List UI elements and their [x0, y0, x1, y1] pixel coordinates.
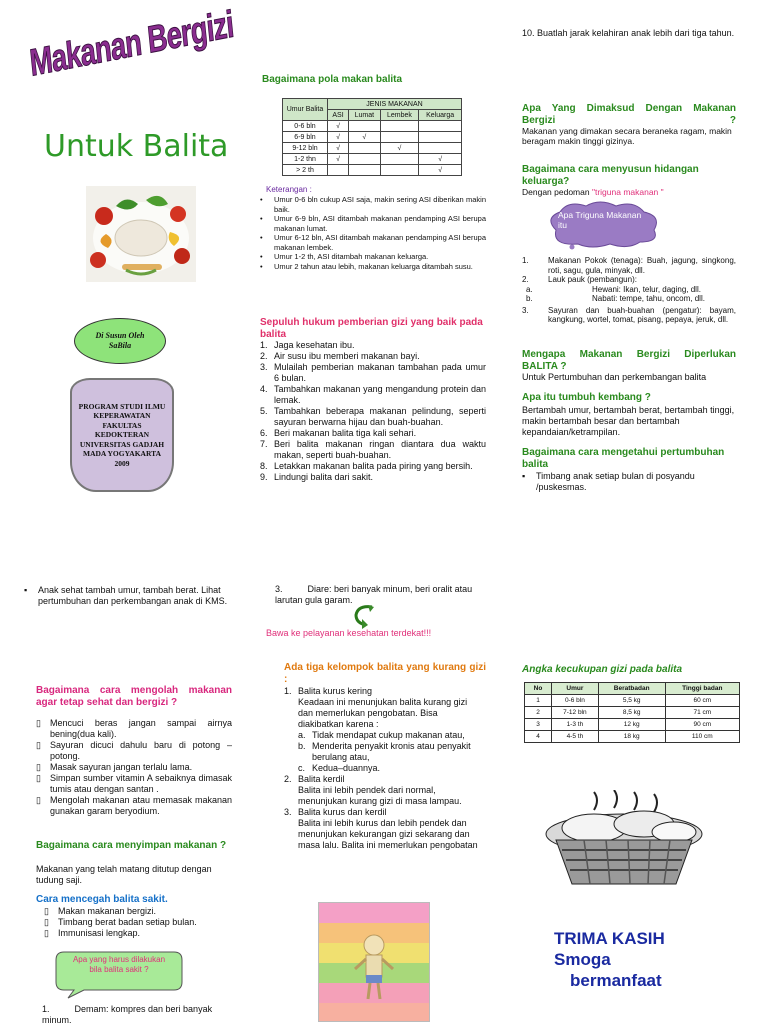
- pola-makan-table: [282, 98, 462, 176]
- list-item: 1. Makanan Pokok (tenaga): Buah, jagung, singkong, roti, sagu, gula, minyak, dll.: [522, 256, 736, 275]
- thank-you: [554, 928, 744, 991]
- hukum-heading: Sepuluh hukum pemberian gizi yang baik pada balita: [260, 317, 483, 340]
- list-item: 3. Balita kurus dan kerdil: [284, 807, 387, 817]
- cell-age: 1-2 thn: [283, 154, 328, 165]
- col-asi: ASI: [328, 110, 349, 121]
- cell: 1-3 th: [552, 719, 599, 731]
- col-lembek: Lembek: [380, 110, 419, 121]
- col-tinggi: Tinggi badan: [665, 683, 739, 695]
- col-umur: Umur: [552, 683, 599, 695]
- cell-age: 0-6 bln: [283, 121, 328, 132]
- list-item: • Umur 1-2 th, ASI ditambah makanan keluarga.: [260, 252, 429, 261]
- list-item: 2. Air susu ibu memberi makanan bayi.: [260, 351, 420, 361]
- table-row: [525, 695, 740, 707]
- list-item: 4. Tambahkan makanan yang mengandung protein dan lemak.: [260, 384, 486, 405]
- sakit-bubble: [54, 948, 184, 1000]
- cell: 2: [525, 707, 552, 719]
- cell: 71 cm: [665, 707, 739, 719]
- table-row: [525, 731, 740, 743]
- list-item: ▯ Sayuran dicuci dahulu baru di potong – potong.: [36, 740, 232, 761]
- hukum-item-10: 10. Buatlah jarak kelahiran anak lebih dari tiga tahun.: [522, 28, 735, 38]
- bawa-note: Bawa ke pelayanan kesehatan terdekat!!!: [266, 628, 432, 638]
- keterangan-label: Keterangan :: [266, 185, 312, 194]
- list-item: 2. Balita kerdil: [284, 774, 345, 784]
- table-row: [283, 132, 462, 143]
- list-item: • Umur 0-6 bln cukup ASI saja, makin sering ASI diberikan makin baik.: [260, 195, 486, 214]
- list-item: ▪ Anak sehat tambah umur, tambah berat. Lihat pertumbuhan dan perkembangan anak di KMS.: [24, 585, 228, 606]
- table-row: [283, 143, 462, 154]
- q-menyimpan: Bagaimana cara menyimpan makanan ?: [36, 840, 227, 851]
- cell: 12 kg: [598, 719, 665, 731]
- kelompok-desc: Keadaan ini menunjukan balita kurang gizi dan memerlukan pengobatan. Bisa diakibatkan karena :: [298, 697, 468, 729]
- list-item: 8. Letakkan makanan balita pada piring yang bersih.: [260, 461, 473, 471]
- cell-check: [419, 132, 462, 143]
- table-row: [525, 719, 740, 731]
- triguna-list: [522, 256, 736, 325]
- list-item: 9. Lindungi balita dari sakit.: [260, 472, 374, 482]
- cell-check: [380, 165, 419, 176]
- list-item: 3. Mulailah pemberian makanan tambahan pada umur 6 bulan.: [260, 362, 486, 383]
- thanks-line-3: bermanfaat: [570, 971, 662, 990]
- kelompok-desc: Balita ini lebih kurus dan lebih pendek dan menunjukan kekurangan gizi sekarang dan masa lalu. Balita ini memerlukan pengobatan: [298, 818, 478, 850]
- table-row: [283, 154, 462, 165]
- cell-check: √: [419, 165, 462, 176]
- cell: 7-12 bln: [552, 707, 599, 719]
- list-item: b. Menderita penyakit kronis atau penyakit berulang atau,: [298, 741, 471, 762]
- a-makanan-bergizi: Makanan yang dimakan secara beraneka ragam, makin beragam makin tinggi gizinya.: [522, 126, 732, 146]
- kelompok-list: [284, 686, 484, 851]
- cell: 60 cm: [665, 695, 739, 707]
- refer-arrow-icon: [352, 603, 378, 629]
- list-item: • Umur 6-12 bln, ASI ditambah makanan pendamping ASI berupa makanan lembek.: [260, 233, 486, 252]
- list-item: ▯ Masak sayuran jangan terlalu lama.: [36, 762, 193, 772]
- thanks-line-1: TRIMA KASIH: [554, 929, 665, 948]
- q-mengolah: Bagaimana cara mengolah makanan agar tetap sehat dan bergizi ?: [36, 685, 232, 708]
- a-menyimpan: Makanan yang telah matang ditutup dengan tudung saji.: [36, 864, 212, 885]
- olah-list: [36, 718, 232, 817]
- cell-check: [419, 143, 462, 154]
- triguna-cloud: [542, 200, 664, 250]
- sakit-item-1: 1. Demam: kompres dan beri banyak minum.: [42, 1004, 215, 1025]
- cell: 8,5 kg: [598, 707, 665, 719]
- title-makanan-bergizi: Makanan Bergizi: [27, 3, 236, 85]
- cell-check: [328, 165, 349, 176]
- list-item: ▯ Mencuci beras jangan sampai airnya bening(dua kali).: [36, 718, 232, 739]
- cell-check: √: [349, 132, 381, 143]
- cell: 110 cm: [665, 731, 739, 743]
- akg-table: [524, 682, 740, 743]
- cell: 4: [525, 731, 552, 743]
- col-umur: Umur Balita: [283, 99, 328, 121]
- institution-text: PROGRAM STUDI ILMU KEPERAWATAN FAKULTAS KEDOKTERAN UNIVERSITAS GADJAH MADA YOGYAKARTA 2009: [78, 401, 166, 468]
- list-item: • Umur 2 tahun atau lebih, makanan keluarga ditambah susu.: [260, 261, 473, 271]
- author-name: Di Susun Oleh SaBila: [95, 331, 145, 350]
- table-row: [283, 165, 462, 176]
- a-tumbuh-kembang: Bertambah umur, bertambah berat, bertambah tinggi, makin bertambah besar dan bertambah kepandaian/ketrampilan.: [522, 405, 735, 437]
- vegetable-plate-illustration: [86, 186, 196, 282]
- list-item: ▯ Mengolah makanan atau memasak makanan gunakan garam beryodium.: [36, 795, 232, 816]
- list-item: a. Tidak mendapat cukup makanan atau,: [298, 730, 465, 740]
- cell-check: √: [328, 121, 349, 132]
- brochure-title: [27, 3, 240, 112]
- cell: 4-5 th: [552, 731, 599, 743]
- list-item: 6. Beri makanan balita tiga kali sehari.: [260, 428, 417, 438]
- keterangan-block: [260, 185, 486, 271]
- list-item: ▯ Immunisasi lengkap.: [44, 928, 141, 938]
- a-pertumbuhan: [522, 471, 736, 493]
- bread-basket-illustration: [534, 790, 714, 890]
- list-item: ▯ Makan makanan bergizi.: [44, 906, 157, 916]
- sakit-question: Apa yang harus dilakukan bila balita sakit ?: [72, 955, 166, 974]
- q-mengapa: Mengapa Makanan Bergizi Diperlukan BALITA ?: [522, 349, 736, 372]
- thanks-line-2: Smoga: [554, 950, 611, 969]
- list-item: ▪ Timbang anak setiap bulan di posyandu /puskesmas.: [522, 471, 695, 492]
- list-item: ▯ Simpan sumber vitamin A sebaiknya dimasak tumis atau dengan santan .: [36, 773, 232, 794]
- cell-age: 6-9 bln: [283, 132, 328, 143]
- a-hidangan-keluarga: Dengan pedoman "triguna makanan ": [522, 187, 664, 197]
- cell-check: √: [328, 154, 349, 165]
- q-mencegah: Cara mencegah balita sakit.: [36, 894, 168, 905]
- triguna-highlight: "triguna makanan ": [591, 187, 664, 197]
- table-row: [525, 707, 740, 719]
- list-item: a. Hewani: Ikan, telur, daging, dll.: [526, 284, 701, 294]
- list-item: 2. Lauk pauk (pembangun):: [522, 275, 637, 284]
- cell: 0-6 bln: [552, 695, 599, 707]
- list-item: 7. Beri balita makanan ringan diantara dua waktu makan, seperti buah-buahan.: [260, 439, 486, 460]
- table-row: [283, 121, 462, 132]
- cell: 1: [525, 695, 552, 707]
- pola-makan-heading: Bagaimana pola makan balita: [262, 74, 403, 85]
- col-no: No: [525, 683, 552, 695]
- triguna-question: Apa Triguna Makanan itu: [558, 210, 642, 230]
- col-keluarga: Keluarga: [419, 110, 462, 121]
- cell-check: [380, 154, 419, 165]
- cegah-list: [44, 906, 234, 939]
- cell-check: [349, 143, 381, 154]
- cell-check: √: [328, 143, 349, 154]
- kelompok-desc: Balita ini lebih pendek dari normal, menunjukan kurang gizi di masa lampau.: [298, 785, 462, 806]
- list-item: 1. Balita kurus kering: [284, 686, 373, 696]
- cell-check: √: [328, 132, 349, 143]
- a-mengapa: Untuk Pertumbuhan dan perkembangan balita: [522, 372, 707, 382]
- q-tumbuh-kembang: Apa itu tumbuh kembang ?: [522, 392, 651, 403]
- col-jenis-makanan: JENIS MAKANAN: [328, 99, 462, 110]
- list-item: c. Kedua–duannya.: [298, 763, 381, 773]
- food-photo: [86, 186, 196, 282]
- cell-check: √: [419, 154, 462, 165]
- q-hidangan-keluarga: Bagaimana cara menyusun hidangan keluarga?: [522, 164, 699, 187]
- child-drawing-illustration: [319, 903, 429, 1021]
- cell-age: 9-12 bln: [283, 143, 328, 154]
- kms-note: [24, 585, 236, 607]
- cell-check: [349, 121, 381, 132]
- cell-check: [349, 154, 381, 165]
- list-item: 1. Jaga kesehatan ibu.: [260, 340, 355, 350]
- institution-box: [70, 378, 174, 492]
- list-item: • Umur 6-9 bln, ASI ditambah makanan pendamping ASI berupa makanan lumat.: [260, 214, 486, 233]
- list-item: b. Nabati: tempe, tahu, oncom, dll.: [526, 294, 705, 303]
- cell: 3: [525, 719, 552, 731]
- q-kelompok: Ada tiga kelompok balita yang kurang gizi :: [284, 662, 486, 685]
- cell: 5,5 kg: [598, 695, 665, 707]
- col-lumat: Lumat: [349, 110, 381, 121]
- cell-check: [380, 132, 419, 143]
- title-untuk-balita: Untuk Balita: [44, 129, 229, 164]
- hukum-list: [260, 340, 486, 483]
- cell-check: [349, 165, 381, 176]
- cell-check: √: [380, 143, 419, 154]
- cell-check: [419, 121, 462, 132]
- q-pertumbuhan: Bagaimana cara mengetahui pertumbuhan balita: [522, 447, 725, 470]
- child-drawing: [318, 902, 430, 1022]
- akg-heading: Angka kecukupan gizi pada balita: [522, 664, 683, 675]
- cell-age: > 2 th: [283, 165, 328, 176]
- cell-check: [380, 121, 419, 132]
- q-makanan-bergizi: Apa Yang Dimaksud Dengan Makanan Bergizi ?: [522, 103, 736, 126]
- list-item: 5. Tambahkan beberapa makanan pelindung, seperti sayuran berwarna hijau dan buah-buahan.: [260, 406, 486, 427]
- sakit-item-3: 3. Diare: beri banyak minum, beri oralit atau larutan gula garam.: [275, 584, 475, 605]
- list-item: 3. Sayuran dan buah-buahan (pengatur): bayam, kangkung, wortel, tomat, pisang, pepaya, jeruk, dll.: [522, 305, 736, 324]
- list-item: ▯ Timbang berat badan setiap bulan.: [44, 917, 197, 927]
- author-badge: [74, 318, 166, 364]
- col-berat: Beratbadan: [598, 683, 665, 695]
- cell: 90 cm: [665, 719, 739, 731]
- cell: 18 kg: [598, 731, 665, 743]
